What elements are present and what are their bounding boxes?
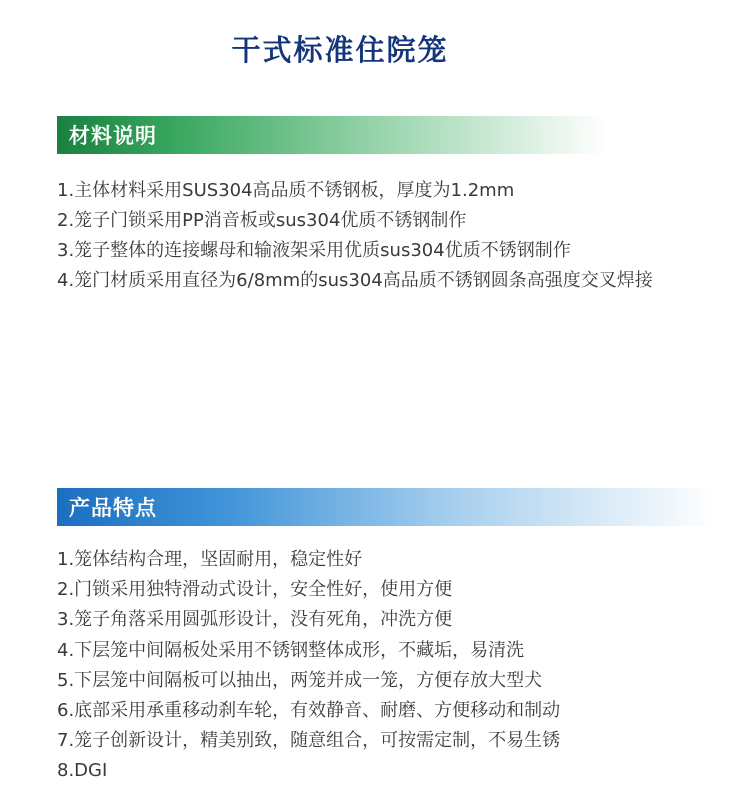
materials-item-3: 3.笼子整体的连接螺母和输液架采用优质sus304优质不锈钢制作: [57, 240, 571, 261]
features-section-heading: 产品特点: [57, 488, 717, 526]
materials-list: [57, 176, 705, 296]
features-item-6: 6.底部采用承重移动刹车轮，有效静音、耐磨、方便移动和制动: [57, 700, 561, 722]
features-item-1: 1.笼体结构合理，坚固耐用，稳定性好: [57, 549, 363, 570]
features-item-8: 8.DGI: [57, 760, 108, 782]
materials-item-2: 2.笼子门锁采用PP消音板或sus304优质不锈钢制作: [57, 210, 467, 231]
features-item-4: 4.下层笼中间隔板处采用不锈钢整体成形，不藏垢，易清洗: [57, 639, 525, 661]
features-list: [57, 545, 717, 782]
features-item-3: 3.笼子角落采用圆弧形设计，没有死角，冲洗方便: [57, 609, 453, 631]
materials-item-1: 1.主体材料采用SUS304高品质不锈钢板，厚度为1.2mm: [57, 180, 515, 201]
features-item-2: 2.门锁采用独特滑动式设计，安全性好，使用方便: [57, 579, 453, 601]
materials-item-4: 4.笼门材质采用直径为6/8mm的sus304高品质不锈钢圆条高强度交叉焊接: [57, 270, 653, 291]
materials-section-heading: 材料说明: [57, 116, 607, 154]
page-title: 干式标准住院笼: [231, 33, 449, 67]
features-item-5: 5.下层笼中间隔板可以抽出，两笼并成一笼，方便存放大型犬: [57, 669, 543, 691]
features-item-7: 7.笼子创新设计，精美别致，随意组合，可按需定制，不易生锈: [57, 730, 561, 752]
